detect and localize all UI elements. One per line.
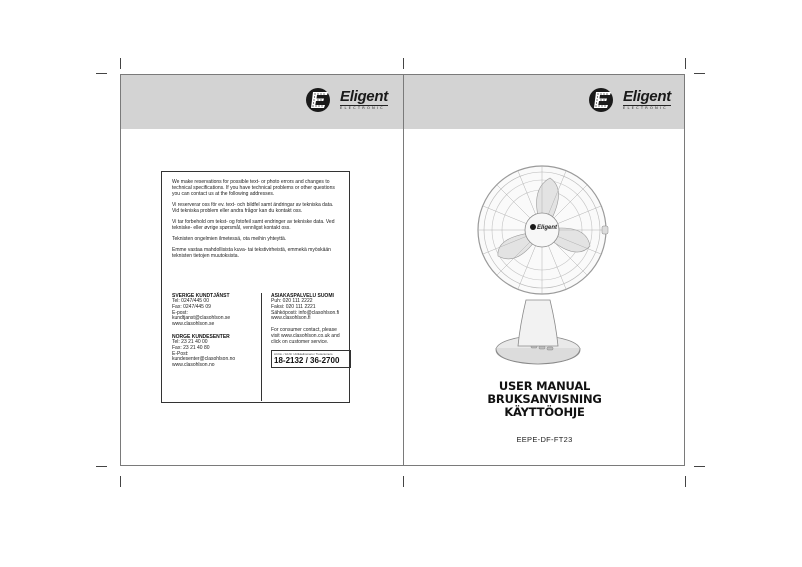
finland-fax: Faksi: 020 111 2221 xyxy=(271,303,316,310)
model-number: EEPE-DF-FT23 xyxy=(516,435,573,444)
norway-email: kundesenter@clasohlson.no xyxy=(172,356,236,363)
disclaimer-en: We make reservations for possible text- or photo errors and changes to technical specifications. If you have technical problems or other questions you can contact us at the following addresses. xyxy=(172,179,335,197)
uk-contact-3: click on customer service. xyxy=(271,338,329,345)
crop-mark xyxy=(403,58,404,69)
norway-fax: Fax: 23 21 40 80 xyxy=(172,344,210,351)
norway-email-label: E-Post: xyxy=(172,350,189,357)
disclaimer-fi-2: Emme vastaa mahdollisista kuva- tai tekstivirheistä, emmekä myöskään teknisten tietojen muutoksista. xyxy=(172,247,331,259)
disclaimer-fi-1: Teknisten ongelmien ilmetessä, ota meihin yhteyttä. xyxy=(172,236,287,242)
disclaimer-no: Vi tar forbehold om tekst- og fotofeil samt endringer av tekniske data. Ved tekniske- eller øvrige spørsmål, vennligst kontakt oss. xyxy=(172,219,335,231)
sweden-email: kundtjanst@clasohlson.se xyxy=(172,315,231,322)
title-user-manual: USER MANUAL xyxy=(498,379,591,393)
finland-title: ASIAKASPALVELU SUOMI xyxy=(271,293,334,299)
brand-name: Eligent xyxy=(623,88,671,106)
desk-fan-image xyxy=(468,160,620,372)
finland-email: Sähköposti: info@clasohlson.fi xyxy=(271,309,340,316)
crop-mark xyxy=(120,476,121,487)
article-number-label: Art.No. / Art.Nr / Artikkelinumero / Tuotenumero xyxy=(274,352,333,356)
crop-mark xyxy=(694,73,705,74)
disclaimer-box xyxy=(161,171,350,403)
eligent-logo-icon xyxy=(587,87,621,113)
sweden-email-label: E-post: xyxy=(172,309,188,316)
brand-logo-front xyxy=(587,87,671,113)
title-bruksanvisning: BRUKSANVISNING xyxy=(487,392,602,406)
crop-mark xyxy=(120,58,121,69)
sweden-fax: Fax: 0247/445 09 xyxy=(172,303,211,310)
finland-web: www.clasohlson.fi xyxy=(271,315,311,322)
article-number-box xyxy=(271,350,351,368)
norway-title: NORGE KUNDESENTER xyxy=(172,333,230,340)
contact-column-right xyxy=(261,293,345,401)
brand-tagline: ELECTRONIC xyxy=(340,105,388,111)
crop-mark xyxy=(685,58,686,69)
norway-web: www.clasohlson.no xyxy=(172,362,215,369)
sweden-web: www.clasohlson.se xyxy=(172,321,215,328)
eligent-logo-icon xyxy=(304,87,338,113)
sweden-tel: Tel: 0247/445 00 xyxy=(172,298,209,304)
norway-tel: Tel: 23 21 40 00 xyxy=(172,338,208,345)
uk-contact-1: For consumer contact, please xyxy=(271,327,337,334)
brand-logo-back xyxy=(304,87,388,113)
fan-hub-brand: Eligent xyxy=(537,225,558,231)
title-kayttoohje: KÄYTTÖOHJE xyxy=(504,405,585,419)
brand-name: Eligent xyxy=(340,88,388,106)
crop-mark xyxy=(96,466,107,467)
crop-mark xyxy=(694,466,705,467)
crop-mark xyxy=(685,476,686,487)
manual-titles xyxy=(403,380,686,419)
crop-mark xyxy=(403,476,404,487)
disclaimer-sv: Vi reserverar oss för ev. text- och bildfel samt ändringar av tekniska data. Vid tekniska problem eller andra frågor kan du kontakt oss. xyxy=(172,202,334,214)
uk-contact-2: visit www.clasohlson.co.uk and xyxy=(271,332,340,339)
finland-tel: Puh: 020 111 2222 xyxy=(271,298,313,304)
article-number-value: 18-2132 / 36-2700 xyxy=(274,355,340,365)
crop-mark xyxy=(96,73,107,74)
brand-tagline: ELECTRONIC xyxy=(623,105,671,111)
sweden-title: SVERIGE KUNDTJÄNST xyxy=(172,293,230,299)
contact-column-left xyxy=(172,293,258,369)
